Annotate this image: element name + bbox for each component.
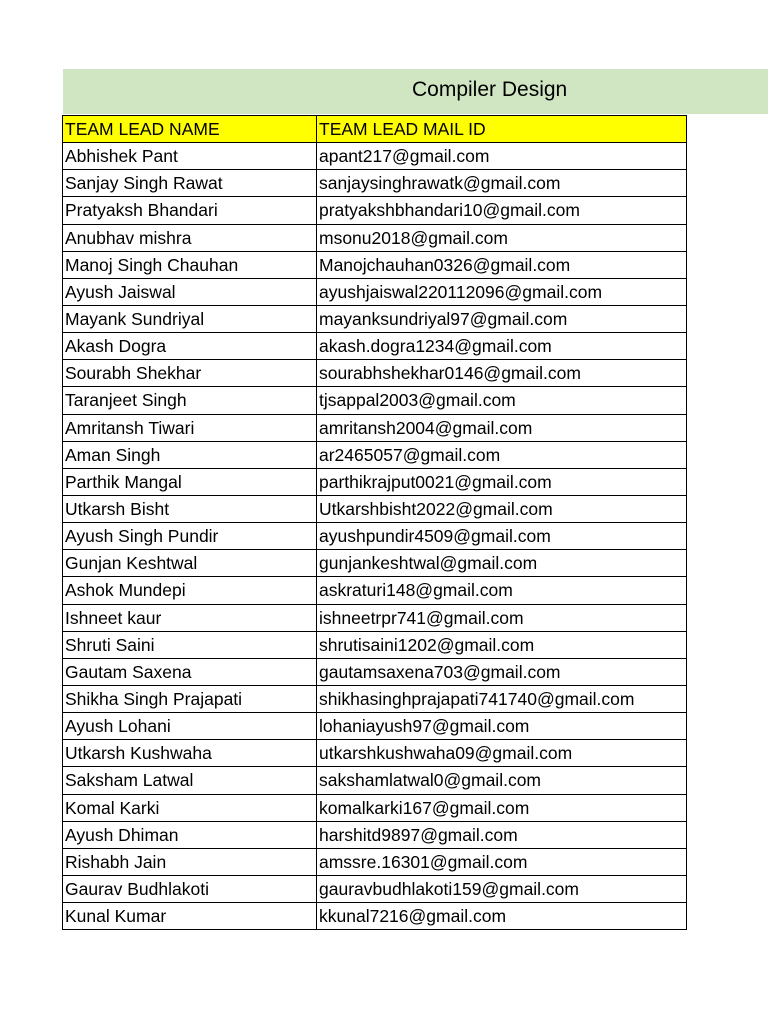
cell-team-lead-mail: ayushpundir4509@gmail.com — [317, 523, 687, 550]
table-row — [63, 713, 687, 740]
cell-team-lead-name: Taranjeet Singh — [63, 387, 317, 414]
cell-team-lead-name: Akash Dogra — [63, 333, 317, 360]
cell-team-lead-mail: harshitd9897@gmail.com — [317, 821, 687, 848]
cell-team-lead-mail: askraturi148@gmail.com — [317, 577, 687, 604]
header-team-lead-name: TEAM LEAD NAME — [63, 116, 317, 143]
cell-team-lead-name: Shruti Saini — [63, 631, 317, 658]
table-row — [63, 333, 687, 360]
cell-team-lead-name: Manoj Singh Chauhan — [63, 251, 317, 278]
table-row — [63, 577, 687, 604]
cell-team-lead-name: Ishneet kaur — [63, 604, 317, 631]
table-row — [63, 197, 687, 224]
table-row — [63, 414, 687, 441]
cell-team-lead-mail: sourabhshekhar0146@gmail.com — [317, 360, 687, 387]
cell-team-lead-mail: tjsappal2003@gmail.com — [317, 387, 687, 414]
table-row — [63, 278, 687, 305]
table-row — [63, 550, 687, 577]
cell-team-lead-mail: akash.dogra1234@gmail.com — [317, 333, 687, 360]
table-row — [63, 468, 687, 495]
table-row — [63, 767, 687, 794]
header-row — [63, 116, 687, 143]
table-row — [63, 685, 687, 712]
cell-team-lead-name: Mayank Sundriyal — [63, 305, 317, 332]
table-row — [63, 740, 687, 767]
cell-team-lead-mail: gauravbudhlakoti159@gmail.com — [317, 875, 687, 902]
cell-team-lead-mail: sanjaysinghrawatk@gmail.com — [317, 170, 687, 197]
table-row — [63, 143, 687, 170]
table-row — [63, 875, 687, 902]
cell-team-lead-mail: ar2465057@gmail.com — [317, 441, 687, 468]
cell-team-lead-mail: ayushjaiswal220112096@gmail.com — [317, 278, 687, 305]
cell-team-lead-mail: shrutisaini1202@gmail.com — [317, 631, 687, 658]
table-row — [63, 170, 687, 197]
cell-team-lead-name: Rishabh Jain — [63, 848, 317, 875]
cell-team-lead-name: Parthik Mangal — [63, 468, 317, 495]
cell-team-lead-mail: kkunal7216@gmail.com — [317, 903, 687, 930]
table-row — [63, 903, 687, 930]
cell-team-lead-mail: msonu2018@gmail.com — [317, 224, 687, 251]
cell-team-lead-name: Ayush Jaiswal — [63, 278, 317, 305]
table-row — [63, 848, 687, 875]
cell-team-lead-mail: gunjankeshtwal@gmail.com — [317, 550, 687, 577]
table-row — [63, 224, 687, 251]
cell-team-lead-mail: amssre.16301@gmail.com — [317, 848, 687, 875]
cell-team-lead-mail: amritansh2004@gmail.com — [317, 414, 687, 441]
table-row — [63, 251, 687, 278]
cell-team-lead-mail: Utkarshbisht2022@gmail.com — [317, 495, 687, 522]
cell-team-lead-name: Utkarsh Kushwaha — [63, 740, 317, 767]
table-row — [63, 604, 687, 631]
cell-team-lead-name: Gaurav Budhlakoti — [63, 875, 317, 902]
cell-team-lead-name: Utkarsh Bisht — [63, 495, 317, 522]
cell-team-lead-name: Ayush Lohani — [63, 713, 317, 740]
cell-team-lead-mail: shikhasinghprajapati741740@gmail.com — [317, 685, 687, 712]
table-row — [63, 658, 687, 685]
table-row — [63, 387, 687, 414]
cell-team-lead-mail: ishneetrpr741@gmail.com — [317, 604, 687, 631]
document-title: Compiler Design — [412, 78, 568, 101]
table-row — [63, 441, 687, 468]
header-team-lead-mail: TEAM LEAD MAIL ID — [317, 116, 687, 143]
table-row — [63, 360, 687, 387]
cell-team-lead-name: Abhishek Pant — [63, 143, 317, 170]
table-row — [63, 305, 687, 332]
table-row — [63, 821, 687, 848]
cell-team-lead-name: Gautam Saxena — [63, 658, 317, 685]
table-row — [63, 495, 687, 522]
cell-team-lead-name: Anubhav mishra — [63, 224, 317, 251]
cell-team-lead-name: Shikha Singh Prajapati — [63, 685, 317, 712]
cell-team-lead-mail: utkarshkushwaha09@gmail.com — [317, 740, 687, 767]
cell-team-lead-name: Kunal Kumar — [63, 903, 317, 930]
cell-team-lead-name: Saksham Latwal — [63, 767, 317, 794]
team-lead-table — [62, 115, 687, 930]
cell-team-lead-name: Ayush Dhiman — [63, 821, 317, 848]
cell-team-lead-name: Komal Karki — [63, 794, 317, 821]
cell-team-lead-name: Aman Singh — [63, 441, 317, 468]
cell-team-lead-name: Ashok Mundepi — [63, 577, 317, 604]
cell-team-lead-name: Sanjay Singh Rawat — [63, 170, 317, 197]
cell-team-lead-mail: mayanksundriyal97@gmail.com — [317, 305, 687, 332]
cell-team-lead-mail: pratyakshbhandari10@gmail.com — [317, 197, 687, 224]
cell-team-lead-mail: parthikrajput0021@gmail.com — [317, 468, 687, 495]
cell-team-lead-name: Pratyaksh Bhandari — [63, 197, 317, 224]
cell-team-lead-mail: apant217@gmail.com — [317, 143, 687, 170]
cell-team-lead-name: Gunjan Keshtwal — [63, 550, 317, 577]
table-row — [63, 523, 687, 550]
cell-team-lead-mail: komalkarki167@gmail.com — [317, 794, 687, 821]
cell-team-lead-mail: gautamsaxena703@gmail.com — [317, 658, 687, 685]
cell-team-lead-name: Sourabh Shekhar — [63, 360, 317, 387]
cell-team-lead-mail: lohaniayush97@gmail.com — [317, 713, 687, 740]
cell-team-lead-mail: Manojchauhan0326@gmail.com — [317, 251, 687, 278]
cell-team-lead-name: Amritansh Tiwari — [63, 414, 317, 441]
cell-team-lead-name: Ayush Singh Pundir — [63, 523, 317, 550]
table-row — [63, 794, 687, 821]
table-row — [63, 631, 687, 658]
cell-team-lead-mail: sakshamlatwal0@gmail.com — [317, 767, 687, 794]
